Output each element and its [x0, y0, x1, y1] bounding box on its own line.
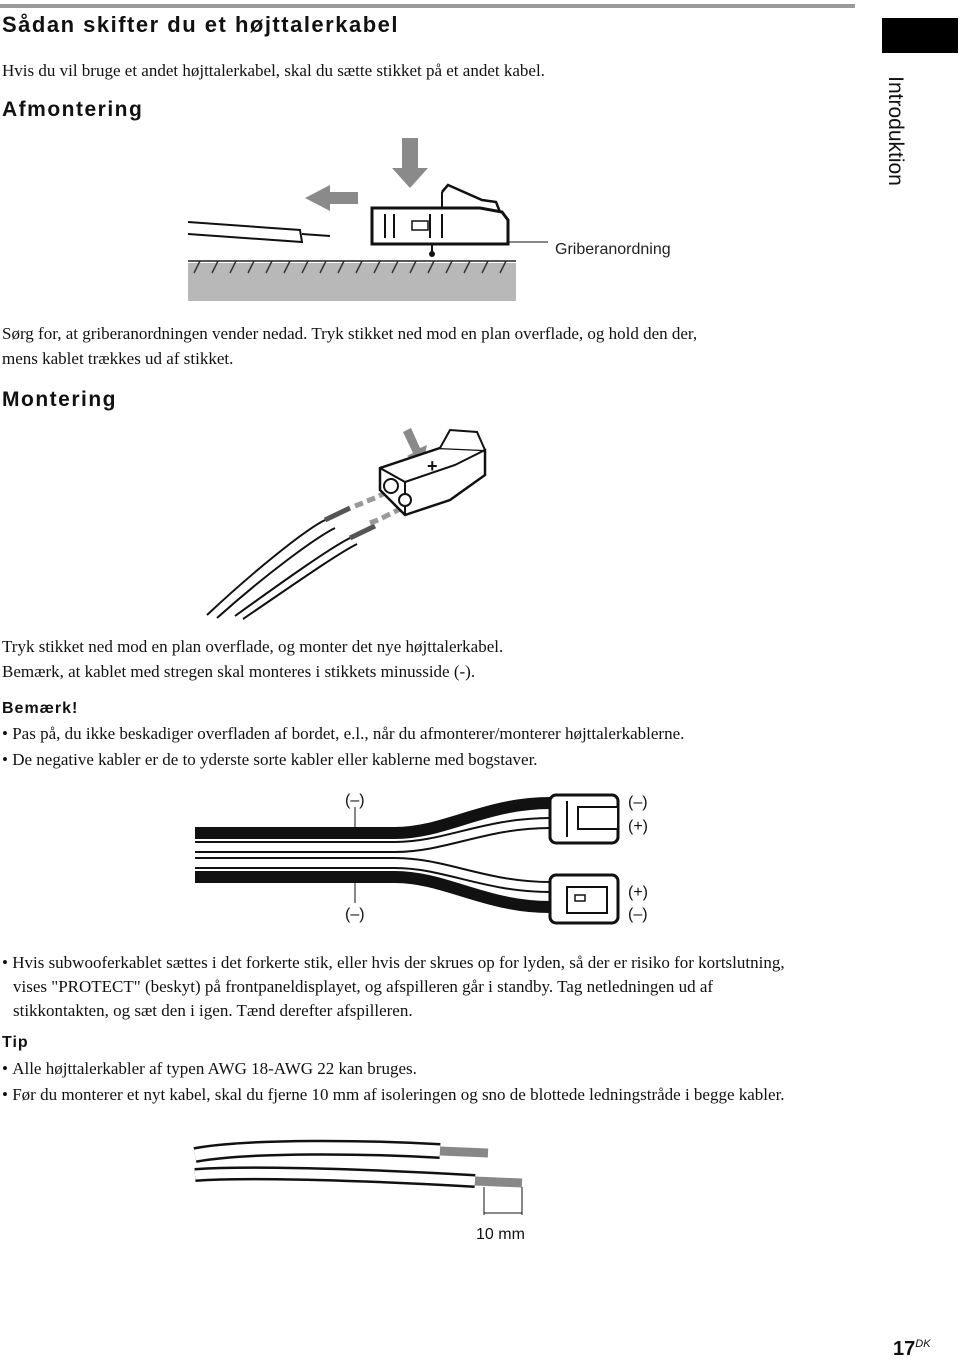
polarity-diagram — [195, 785, 665, 925]
tip-bullet-2: • Før du monterer et nyt kabel, skal du fjerne 10 mm af isoleringen og sno de blottede ledningstråde i begge kabler. — [2, 1085, 785, 1104]
mounting-diagram — [195, 420, 505, 625]
side-tab-label: Introduktion — [884, 76, 907, 186]
svg-text:+: + — [427, 456, 438, 476]
strip-length-diagram — [190, 1135, 550, 1245]
page-number: $17^{DK}$ — [893, 1338, 931, 1360]
section-heading-montering: Montering — [2, 388, 117, 411]
warning-bullet — [2, 951, 872, 1023]
removal-text-line2: mens kablet trækkes ud af stikket. — [2, 349, 234, 368]
removal-text-line1: Sørg for, at griberanordningen vender nedad. Tryk stikket ned mod en plan overflade, og hold den der, — [2, 324, 698, 343]
warning-line1: • Hvis subwooferkablet sættes i det forkerte stik, eller hvis der skrues op for lyden, så der er risiko for kortslutning, — [2, 953, 785, 972]
strip-length-label: 10 mm — [476, 1226, 525, 1243]
grip-label: Griberanordning — [555, 241, 671, 258]
mounting-text-line1: Tryk stikket ned mod en plan overflade, og monter det nye højttalerkabel. — [2, 637, 504, 656]
label-bottom-minus: (–) — [345, 906, 365, 923]
tip-heading: Tip — [2, 1034, 29, 1051]
plug-bottom-minus: (–) — [628, 906, 648, 923]
label-top-minus: (–) — [345, 792, 365, 809]
note-bullet-2: • De negative kabler er de to yderste sorte kabler eller kablerne med bogstaver. — [2, 750, 538, 769]
note-heading: Bemærk! — [2, 700, 79, 717]
plug-top-minus: (–) — [628, 794, 648, 811]
page-title: Sådan skifter du et højttalerkabel — [2, 12, 399, 37]
page-locale: DK — [915, 1338, 931, 1350]
removal-diagram — [180, 130, 700, 305]
plug-bottom-plus: (+) — [628, 884, 648, 901]
warning-line3: stikkontakten, og sæt den i igen. Tænd derefter afspilleren. — [13, 1001, 413, 1020]
mounting-text-line2: Bemærk, at kablet med stregen skal monteres i stikkets minusside (-). — [2, 662, 476, 681]
top-rule — [0, 4, 855, 8]
section-heading-afmontering: Afmontering — [2, 98, 144, 121]
side-tab-marker — [882, 18, 958, 53]
intro-text: Hvis du vil bruge et andet højttalerkabel, skal du sætte stikket på et andet kabel. — [2, 61, 545, 80]
warning-line2: vises "PROTECT" (beskyt) på frontpaneldisplayet, og afspilleren går i standby. Tag netledningen ud af — [13, 977, 714, 996]
plug-top-plus: (+) — [628, 818, 648, 835]
tip-bullet-1: • Alle højttalerkabler af typen AWG 18-AWG 22 kan bruges. — [2, 1059, 417, 1078]
note-bullet-1: • Pas på, du ikke beskadiger overfladen af bordet, e.l., når du afmonterer/monterer højttalerkablerne. — [2, 724, 685, 743]
